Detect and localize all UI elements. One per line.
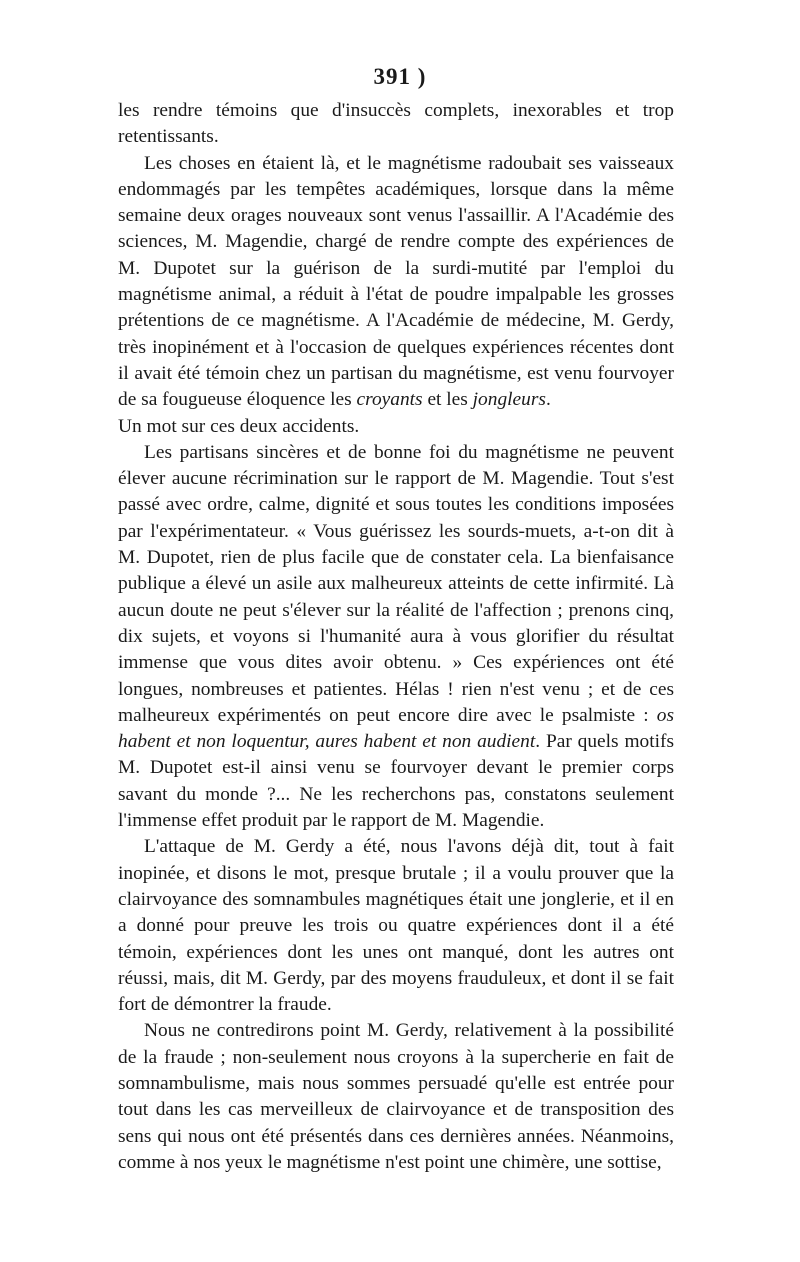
text-run: L'attaque de M. Gerdy a été, nous l'avons déjà dit, tout à fait inopinée, et disons le mot, presque brutale ; il a voulu prouver que la clairvoyance des somnambules magnétiques était une jonglerie, et il en a donné pour preuve les trois ou quatre expériences dont il a été témoin, expériences dont les unes ont manqué, dont les autres ont réussi, mais, dit M. Gerdy, par des moyens frauduleux, et dont il se fait fort de démontrer la fraude. — [118, 836, 674, 1016]
paragraph — [118, 151, 674, 414]
paragraph — [118, 414, 674, 440]
text-run: . Par quels motifs M. Dupotet est-il ainsi venu se fourvoyer devant le premier corps savant du monde ?... Ne les recherchons pas, constatons seulement l'immense effet produit par le rapport de M. Magendie. — [118, 731, 674, 832]
paragraph — [118, 98, 674, 151]
text-run: les rendre témoins que d'insuccès complets, inexorables et trop retentissants. — [118, 100, 674, 148]
paragraph — [118, 834, 674, 1018]
italic-text: os habent et non loquentur, aures habent et non audient — [118, 704, 674, 753]
text-run: . — [545, 389, 551, 411]
body-text — [118, 98, 674, 1176]
page-number: 391 ) — [373, 64, 427, 89]
italic-text: jongleurs — [472, 389, 546, 411]
paragraph — [118, 440, 674, 834]
paragraph — [118, 1018, 674, 1176]
text-run: Les partisans sincères et de bonne foi du magnétisme ne peuvent élever aucune récrimination sur le rapport de M. Magendie. Tout s'est passé avec ordre, calme, dignité et sous toutes les conditions imposées par l'expérimentateur. « Vous guérissez les sourds-muets, a-t-on dit à M. Dupotet, rien de plus facile que de constater cela. La bienfaisance publique a élevé un asile aux malheureux atteints de cette infirmité. Là aucun doute ne peut s'élever sur la réalité de l'affection ; prenons cinq, dix sujets, et voyons si l'humanité aura à vous glorifier du résultat immense que vous dites avoir obtenu. » Ces expériences ont été longues, nombreuses et patientes. Hélas ! rien n'est venu ; et de ces malheureux expérimentés on peut encore dire avec le psalmiste : — [118, 441, 674, 726]
text-run: Nous ne contredirons point M. Gerdy, relativement à la possibilité de la fraude ; non-seulement nous croyons à la supercherie en fait de somnambulisme, mais nous sommes persuadé qu'elle est entrée pour tout dans les cas merveilleux de clairvoyance et de transposition des sens qui nous ont été présentés dans ces dernières années. Néanmoins, comme à nos yeux le magnétisme n'est point une chimère, une sottise, — [118, 1020, 674, 1173]
text-run: Les choses en étaient là, et le magnétisme radoubait ses vaisseaux endommagés par les tempêtes académiques, lorsque dans la même semaine deux orages nouveaux sont venus l'assaillir. A l'Académie des sciences, M. Magendie, chargé de rendre compte des expériences de M. Dupotet sur la guérison de la surdi-mutité par l'emploi du magnétisme animal, a réduit à l'état de poudre impalpable les grosses prétentions de ce magnétisme. A l'Académie de médecine, M. Gerdy, très inopinément et à l'occasion de quelques expériences récentes dont il avait été témoin chez un partisan du magnétisme, est venu fourvoyer de sa fougueuse éloquence les — [118, 152, 674, 411]
italic-text: croyants — [356, 389, 423, 411]
text-run: Un mot sur ces deux accidents. — [118, 415, 360, 437]
text-run: et les — [422, 389, 473, 411]
